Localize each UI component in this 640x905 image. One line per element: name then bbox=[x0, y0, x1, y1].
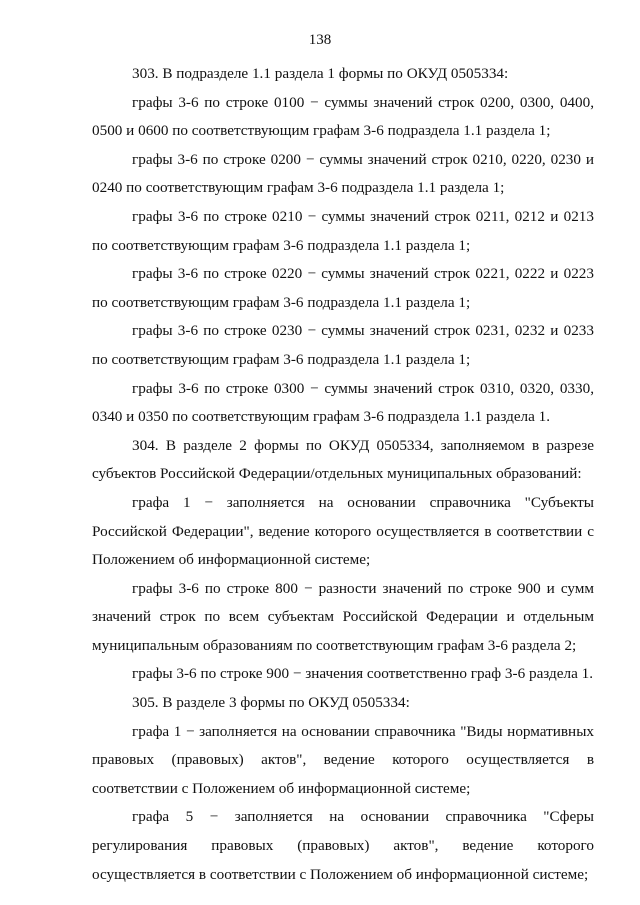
paragraph-row-0210: графы 3-6 по строке 0210 − суммы значений строк 0211, 0212 и 0213 по соответствующим графам 3-6 подраздела 1.1 раздела 1; bbox=[92, 207, 594, 254]
paragraph-row-0100: графы 3-6 по строке 0100 − суммы значений строк 0200, 0300, 0400, 0500 и 0600 по соответствующим графам 3-6 подраздела 1.1 раздела 1; bbox=[92, 93, 594, 140]
paragraph-305-heading: 305. В разделе 3 формы по ОКУД 0505334: bbox=[132, 694, 410, 712]
paragraph-303-heading: 303. В подразделе 1.1 раздела 1 формы по ОКУД 0505334: bbox=[132, 65, 509, 82]
document-body bbox=[92, 60, 594, 889]
paragraph-row-0300: графы 3-6 по строке 0300 − суммы значений строк 0310, 0320, 0330, 0340 и 0350 по соответствующим графам 3-6 подраздела 1.1 раздела 1. bbox=[92, 379, 594, 426]
paragraph-row-0220: графы 3-6 по строке 0220 − суммы значений строк 0221, 0222 и 0223 по соответствующим графам 3-6 подраздела 1.1 раздела 1; bbox=[92, 265, 594, 311]
paragraph-row-0200: графы 3-6 по строке 0200 − суммы значений строк 0210, 0220, 0230 и 0240 по соответствующим графам 3-6 подраздела 1.1 раздела 1; bbox=[92, 150, 594, 197]
paragraph-row-800: графы 3-6 по строке 800 − разности значений по строке 900 и сумм значений строк по всем субъектам Российской Федерации и отдельным муниципальным образованиям по соответствующим графам 3-6 раздела 2; bbox=[92, 579, 594, 654]
paragraph-column-1-subjects: графа 1 − заполняется на основании справочника "Субъекты Российской Федерации", ведение которого осуществляется в соответствии с Положением об информационной системе; bbox=[92, 493, 594, 569]
page-number: 138 bbox=[308, 32, 332, 48]
paragraph-column-5-regulation: графа 5 − заполняется на основании справочника "Сферы регулирования правовых (правовых) актов", ведение которого осуществляется в соответствии с Положением об информационной системе; bbox=[92, 808, 594, 883]
paragraph-row-900: графы 3-6 по строке 900 − значения соответственно граф 3-6 раздела 1. bbox=[132, 665, 594, 683]
paragraph-column-1-act-types: графа 1 − заполняется на основании справочника "Виды нормативных правовых (правовых) актов", ведение которого осуществляется в соответствии с Положением об информационной системе; bbox=[92, 722, 594, 797]
paragraph-row-0230: графы 3-6 по строке 0230 − суммы значений строк 0231, 0232 и 0233 по соответствующим графам 3-6 подраздела 1.1 раздела 1; bbox=[92, 322, 594, 368]
paragraph-304-heading: 304. В разделе 2 формы по ОКУД 0505334, заполняемом в разрезе субъектов Российской Федерации/отдельных муниципальных образований: bbox=[92, 436, 594, 483]
